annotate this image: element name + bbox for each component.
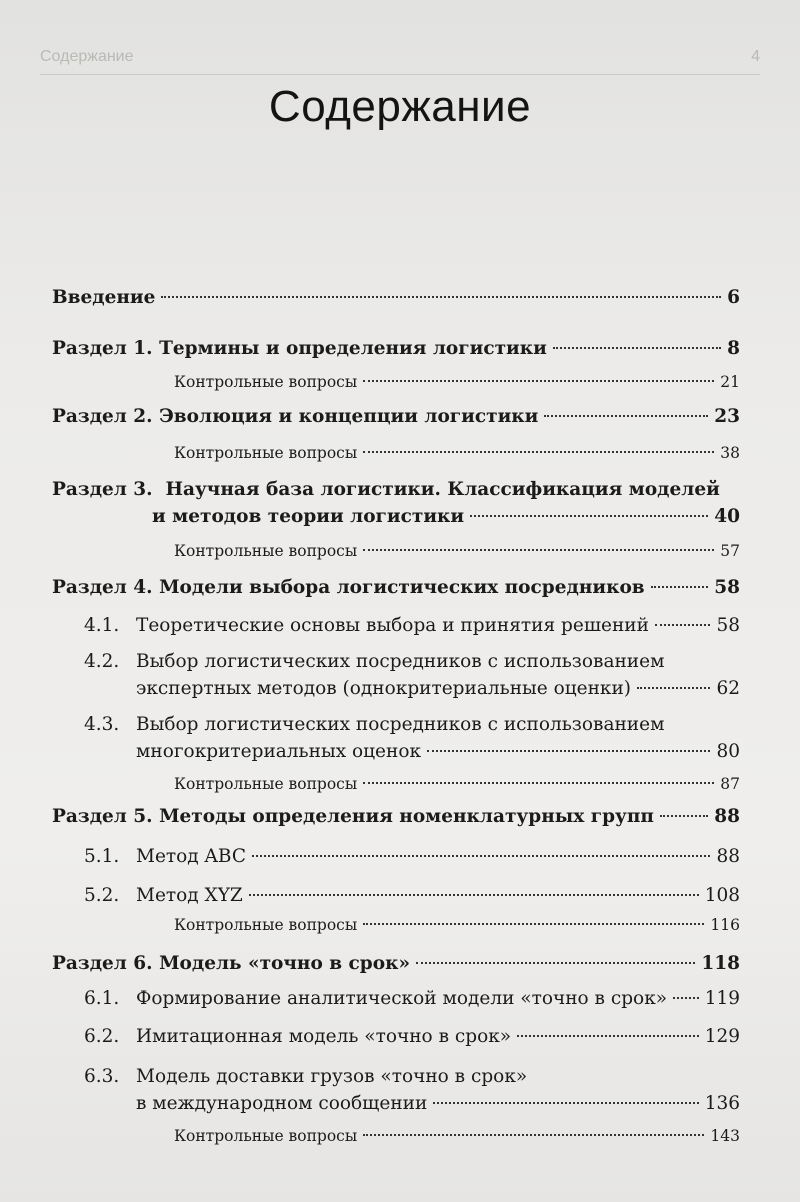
toc-entry-intro[interactable] [52, 286, 740, 310]
leader-dots [660, 815, 708, 817]
toc-page-number: 80 [716, 741, 740, 762]
toc-page-number: 21 [720, 373, 740, 391]
leader-dots [363, 923, 704, 925]
toc-entry-label: Метод ABC [136, 846, 246, 867]
toc-section-prefix: Раздел 2. [52, 406, 153, 427]
toc-entry-label: Модели выбора логистических посредников [159, 577, 645, 598]
toc-subsection-prefix: 4.3. [84, 714, 120, 735]
toc-entry-6-1[interactable] [84, 987, 740, 1011]
leader-dots [363, 549, 714, 551]
leader-dots [673, 997, 699, 999]
toc-entry-section-1[interactable] [52, 337, 740, 361]
toc-entry-5-2[interactable] [84, 884, 740, 908]
toc-entry-label: и методов теории логистики [152, 506, 465, 527]
toc-entry-4-3-line1[interactable] [84, 713, 664, 737]
toc-page-number: 88 [714, 806, 740, 827]
toc-entry-section-2-questions[interactable] [174, 441, 740, 465]
toc-subsection-prefix: 6.3. [84, 1066, 120, 1087]
toc-entry-label: в международном сообщении [136, 1093, 428, 1114]
toc-section-prefix: Раздел 6. [52, 953, 153, 974]
toc-entry-label: Методы определения номенклатурных групп [159, 806, 654, 827]
toc-entry-6-3-line1[interactable] [84, 1065, 527, 1089]
toc-entry-label: Метод XYZ [136, 885, 243, 906]
toc-entry-label: Контрольные вопросы [174, 444, 358, 462]
leader-dots [517, 1035, 699, 1037]
toc-page-number: 87 [720, 775, 740, 793]
toc-entry-section-6-questions[interactable] [174, 1124, 740, 1148]
toc-entry-label: Введение [52, 287, 156, 308]
toc-entry-4-2-line1[interactable] [84, 650, 664, 674]
toc-page-number: 6 [727, 287, 740, 308]
toc-subsection-prefix: 6.1. [84, 988, 120, 1009]
leader-dots [252, 855, 710, 857]
leader-dots [427, 750, 710, 752]
toc-entry-4-1[interactable] [84, 614, 740, 638]
toc-page-number: 108 [704, 885, 740, 906]
toc-entry-label: Формирование аналитической модели «точно в срок» [136, 988, 668, 1009]
leader-dots [363, 1134, 704, 1136]
toc-entry-6-2[interactable] [84, 1025, 740, 1049]
leader-dots [655, 624, 710, 626]
toc-entry-section-3-questions[interactable] [174, 539, 740, 563]
toc-page-number: 23 [714, 406, 740, 427]
toc-section-prefix: Раздел 5. [52, 806, 153, 827]
toc-section-prefix: Раздел 1. [52, 338, 153, 359]
leader-dots [544, 415, 708, 417]
toc-entry-label: Имитационная модель «точно в срок» [136, 1026, 512, 1047]
leader-dots [161, 296, 721, 298]
toc-page-number: 136 [704, 1093, 740, 1114]
leader-dots [416, 962, 695, 964]
leader-dots [433, 1102, 698, 1104]
toc-entry-label: экспертных методов (однокритериальные оценки) [136, 678, 632, 699]
running-head-title: Содержание [40, 48, 134, 65]
toc-entry-label: Модель «точно в срок» [159, 953, 411, 974]
toc-page-number: 88 [716, 846, 740, 867]
leader-dots [637, 687, 710, 689]
toc-entry-label: Теоретические основы выбора и принятия решений [136, 615, 649, 636]
toc-subsection-prefix: 4.2. [84, 651, 120, 672]
toc-entry-label: Эволюция и концепции логистики [159, 406, 539, 427]
toc-entry-label: Выбор логистических посредников с использованием [136, 714, 665, 735]
page-title: Содержание [268, 82, 532, 131]
toc-entry-section-5[interactable] [52, 805, 740, 829]
toc-entry-5-1[interactable] [84, 845, 740, 869]
toc-entry-6-3[interactable] [136, 1092, 740, 1116]
leader-dots [363, 782, 714, 784]
toc-entry-label: Контрольные вопросы [174, 916, 358, 934]
toc-entry-4-2[interactable] [136, 677, 740, 701]
toc-page-number: 58 [714, 577, 740, 598]
leader-dots [651, 586, 709, 588]
toc-page-number: 40 [714, 506, 740, 527]
running-head-page-number: 4 [751, 48, 760, 65]
toc-entry-label: Контрольные вопросы [174, 373, 358, 391]
toc-entry-label: Выбор логистических посредников с использованием [136, 651, 665, 672]
toc-page-number: 57 [720, 542, 740, 560]
toc-entry-section-2[interactable] [52, 405, 740, 429]
toc-entry-section-4-questions[interactable] [174, 772, 740, 796]
toc-entry-label: Модель доставки грузов «точно в срок» [136, 1066, 528, 1087]
toc-subsection-prefix: 4.1. [84, 615, 120, 636]
toc-entry-label: многокритериальных оценок [136, 741, 422, 762]
toc-entry-label: Контрольные вопросы [174, 1127, 358, 1145]
toc-page-number: 8 [727, 338, 740, 359]
toc-page-number: 143 [710, 1127, 740, 1145]
toc-entry-label: Контрольные вопросы [174, 542, 358, 560]
toc-entry-section-3[interactable] [152, 505, 740, 529]
leader-dots [363, 451, 714, 453]
toc-subsection-prefix: 5.1. [84, 846, 120, 867]
toc-entry-section-5-questions[interactable] [174, 913, 740, 937]
toc-entry-label: Научная база логистики. Классификация моделей [165, 479, 720, 500]
toc-subsection-prefix: 5.2. [84, 885, 120, 906]
leader-dots [553, 347, 721, 349]
toc-page-number: 129 [704, 1026, 740, 1047]
leader-dots [470, 515, 708, 517]
leader-dots [363, 380, 714, 382]
toc-entry-label: Контрольные вопросы [174, 775, 358, 793]
toc-entry-section-3-line1[interactable] [52, 478, 720, 502]
toc-page-number: 38 [720, 444, 740, 462]
toc-entry-section-1-questions[interactable] [174, 370, 740, 394]
toc-entry-label: Термины и определения логистики [159, 338, 547, 359]
toc-page-number: 116 [710, 916, 740, 934]
toc-page-number: 119 [704, 988, 740, 1009]
toc-entry-section-6[interactable] [52, 952, 740, 976]
toc-section-prefix: Раздел 4. [52, 577, 153, 598]
toc-page-number: 62 [716, 678, 740, 699]
leader-dots [249, 894, 699, 896]
toc-subsection-prefix: 6.2. [84, 1026, 120, 1047]
toc-entry-section-4[interactable] [52, 576, 740, 600]
toc-page-number: 118 [701, 953, 740, 974]
toc-page-number: 58 [716, 615, 740, 636]
toc-section-prefix: Раздел 3. [52, 479, 153, 500]
toc-entry-4-3[interactable] [136, 740, 740, 764]
